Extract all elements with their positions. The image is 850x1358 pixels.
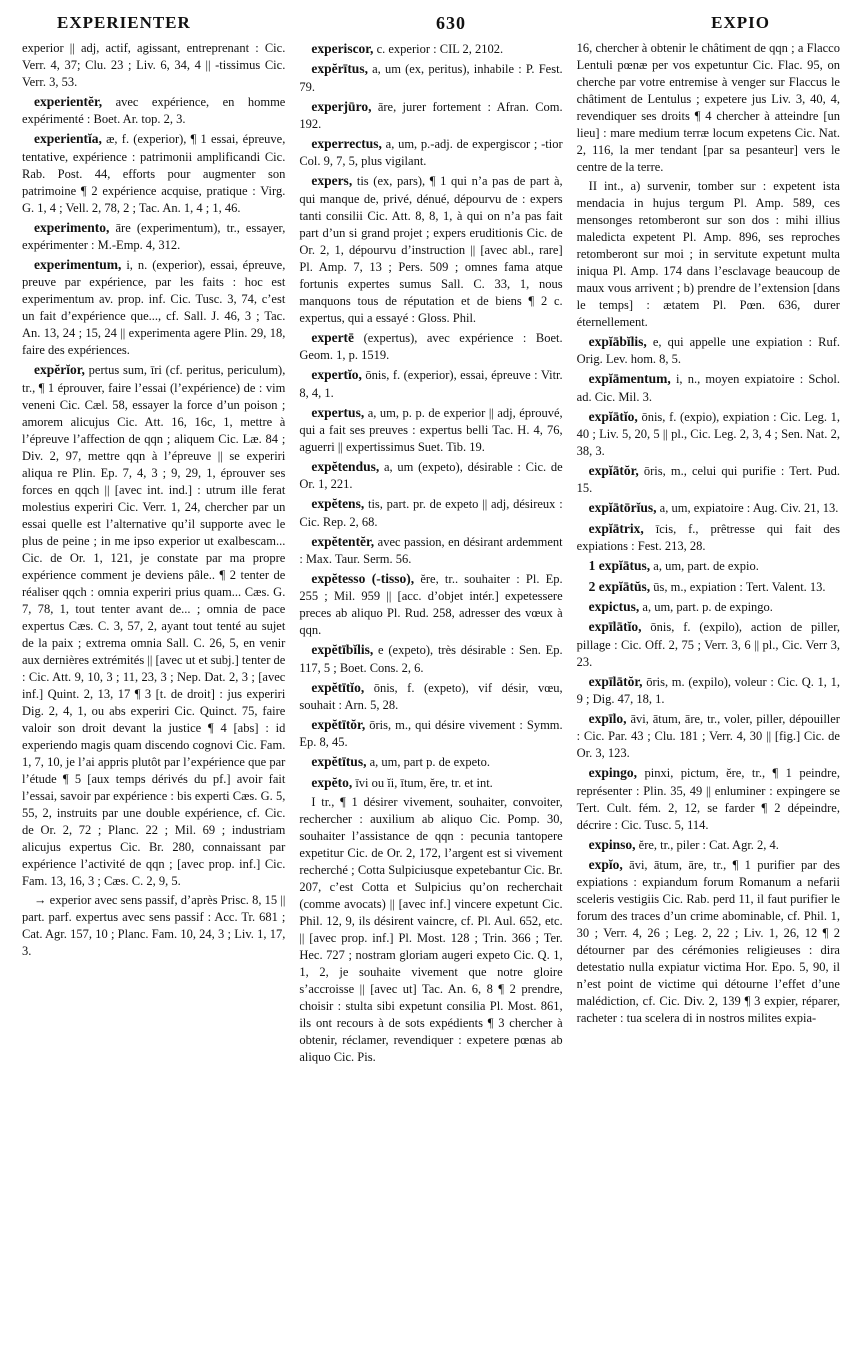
headword: experimentum, xyxy=(34,257,122,273)
entry-text: e (expeto), très désirable : Sen. Ep. 117, 5 ; Boet. Cons. 2, 6. xyxy=(299,643,563,675)
entry-text: I tr., ¶ 1 désirer vivement, souhaiter, convoiter, rechercher : auxilium ab aliquo Cic. Pomp. 30, souhaiter l’assistance de qqn : pecunia tantopere expetitur Cic. de Or. 2, 172, l’argent est si vivement recherché ; Cotta Sulpiciusque expetebantur Cic. Br. 207, c’est Cotta et Sulpicius qu’on recherchait (comme avocats) || [avec inf.] vincere expetunt Cic. Phil. 12, 9, ils désirent vaincre, cf. Pl. Aul. 652, etc. || [avec prop. inf.] Pl. Most. 128 ; Trin. 366 ; Ter. Hec. 727 ; nostram gloriam augeri expeto Cic. Q. 1, 1, 2, je souhaite vivement que notre gloire s’accroisse || [avec ut] Tac. An. 6, 8 ¶ 2 prendre, choisir : stulta sibi expetunt consilia Pl. Most. 861, ils ont recours à de sots expédients ¶ 3 chercher à obtenir, réclamer, revendiquer : expetere pœnas ab aliquo Cic. Pis. xyxy=(299,795,563,1065)
entry-text: īvi ou ĭi, ītum, ĕre, tr. et int. xyxy=(355,775,493,790)
dictionary-entry xyxy=(22,93,285,128)
entry-text: II int., a) survenir, tomber sur : expetent ista mendacia in hujus tergum Pl. Amp. 589, ces mensonges retomberont sur son dos : mihi illius maledicta expetent Pl. Amp. 896, ses reproches retomberont sur moi ; in servitute expetunt multa iniqua Pl. Amp. 174 dans l’esclavage beaucoup de maux vous arrivent ; b) prendre de l’extension [dans le temps] : ætatem Pl. Pœn. 636, durer éternellement. xyxy=(576,179,840,329)
entry-text: āvi, ātum, āre, tr., ¶ 1 purifier par des expiations : expiandum forum Romanum a nefarii sceleris vestigiis Cic. Rab. perd 11, il faut purifier le forum des traces d’un crime abominable, cf. Phil. 1, 30 ; Verr. 4, 26 ; Leg. 2, 22 ; Liv. 1, 26, 12 ¶ 2 détourner par des cérémonies religieuses : dira detestatio nulla expiatur victima Hor. Epo. 5, 90, il n’est point de victime qui détourne l’effet d’une malédiction, cf. Cic. Div. 2, 139 ¶ 3 expier, réparer, racheter : tua scelera di in nostros milites expia- xyxy=(576,858,840,1026)
dictionary-entry xyxy=(577,520,840,555)
entry-text: a, um (expeto), désirable : Cic. de Or. 1, 221. xyxy=(299,459,563,492)
dictionary-entry xyxy=(299,716,562,751)
column-2 xyxy=(299,40,562,1068)
headword: 1 expĭātus, xyxy=(588,558,651,574)
entry-text: ūs, m., expiation : Tert. Valent. 13. xyxy=(653,579,826,594)
entry-text: a, um, p. p. de experior || adj, éprouvé, qui a fait ses preuves : expertus belli Tac. H. 4, 76, aguerri || expertissimus Suet. Tib. 19. xyxy=(299,405,563,454)
entry-text: tis, part. pr. de expeto || adj, désireux : Cic. Rep. 2, 68. xyxy=(299,497,563,529)
page-header xyxy=(22,6,840,40)
entry-text: 16, chercher à obtenir le châtiment de qqn ; a Flacco Lentuli pœnæ per vos expetuntur Cic. Flac. 95, on cherche par votre entremise à venger sur Flaccus le châtiment de Lentulus ; expetere jus Liv. 3, 40, 4, revendiquer ses droits ¶ 4 chercher à atteindre [un lieu] : mare medium terræ locum expetens Cic. Nat. 2, 116, la mer tendant [par sa pesanteur] vers le centre de la terre. xyxy=(576,41,840,174)
entry-text: ōnis, f. (expio), expiation : Cic. Leg. 1, 40 ; Liv. 5, 20, 5 || pl., Cic. Leg. 2, 3, 4 ; Sen. Nat. 2, 38, 3. xyxy=(576,409,840,459)
headword: expĕtītus, xyxy=(311,754,367,770)
dictionary-entry xyxy=(299,172,562,326)
dictionary-entry xyxy=(299,641,562,676)
entry-text: ōris, m., celui qui purifie : Tert. Pud. 15. xyxy=(576,464,840,496)
dictionary-entry xyxy=(299,570,562,639)
headword: expīlātŏr, xyxy=(588,673,643,689)
headword: experrectus, xyxy=(311,136,382,152)
headword: expĕtītŏr, xyxy=(311,717,366,733)
headword: expīlātĭo, xyxy=(588,619,642,635)
dictionary-entry xyxy=(22,130,285,216)
dictionary-entry xyxy=(299,60,562,95)
dictionary-entry xyxy=(299,753,562,771)
headword: expĭātĭo, xyxy=(588,408,638,424)
headword: experiscor, xyxy=(311,41,374,56)
dictionary-entry xyxy=(22,219,285,254)
dictionary-entry xyxy=(577,598,840,616)
dictionary-entry xyxy=(22,361,285,889)
entry-text: a, um, p.-adj. de expergiscor ; -tior Col. 9, 7, 5, plus vigilant. xyxy=(299,137,563,169)
entry-text: avec passion, en désirant ardemment : Max. Taur. Serm. 56. xyxy=(299,534,563,566)
entry-text: tis (ex, pars), ¶ 1 qui n’a pas de part à, qui manque de, privé, dénué, dépourvu de : expers tanti consilii Cic. Att. 8, 8, 1, à qui on n’a pas fait part d’un si grand projet ; expers eruditionis Cic. de Or. 2, 1, dépourvu d’instruction || [avec abl., rare] Pl. Amp. 7, 13 ; Pers. 509 ; omnes fama atque fortunis expertes sumus Sall. C. 33, 1, nous manquons tous de réputation et de biens ¶ 2 c. expertus, qui a essayé : Gloss. Phil. xyxy=(299,174,563,325)
entry-text: ōnis, f. (expilo), action de piller, pillage : Cic. Off. 2, 75 ; Verr. 3, 6 || pl., Cic. Verr 3, 23. xyxy=(576,620,840,669)
entry-text: pinxi, pictum, ĕre, tr., ¶ 1 peindre, représenter : Plin. 35, 49 || enluminer : expingere se Tert. Cult. fém. 2, 12, se farder ¶ 2 dépeindre, décrire : Cic. Tusc. 5, 114. xyxy=(576,766,840,832)
headword: expingo, xyxy=(588,765,638,781)
entry-text: āre, jurer fortement : Afran. Com. 192. xyxy=(299,99,563,132)
dictionary-entry xyxy=(577,710,840,762)
dictionary-entry xyxy=(577,178,840,331)
entry-text: (expertus), avec expérience : Boet. Geom. 1, p. 1519. xyxy=(299,330,563,363)
dictionary-entry xyxy=(577,333,840,368)
headword: expĭātŏr, xyxy=(588,463,639,479)
headword: expertĭo, xyxy=(311,367,362,383)
entry-text: avec expérience, en homme expérimenté : Boet. Ar. top. 2, 3. xyxy=(22,95,286,127)
headword: expĕto, xyxy=(311,774,353,790)
dictionary-entry xyxy=(577,856,840,1027)
headword: experjūro, xyxy=(311,98,372,114)
dictionary-entry xyxy=(299,329,562,364)
entry-text: a, um, expiatoire : Aug. Civ. 21, 13. xyxy=(659,501,839,516)
headword: experimento, xyxy=(34,219,110,235)
entry-text: a, um, part. p. de expingo. xyxy=(642,599,773,614)
headword: experientĕr, xyxy=(34,94,103,109)
headword: expĭābĭlis, xyxy=(588,334,647,349)
dictionary-entry xyxy=(299,533,562,568)
dictionary-entry xyxy=(299,40,562,58)
dictionary-entry xyxy=(577,462,840,497)
entry-text: ōris, m. (expilo), voleur : Cic. Q. 1, 1, 9 ; Dig. 47, 18, 1. xyxy=(576,674,840,706)
entry-text: a, um, part. de expio. xyxy=(653,559,759,574)
dictionary-entry xyxy=(577,557,840,575)
headword: expĕtentĕr, xyxy=(311,533,375,549)
entry-text: āre (experimentum), tr., essayer, expérimenter : M.-Emp. 4, 312. xyxy=(22,220,286,253)
headword: expers, xyxy=(311,173,353,189)
dictionary-entry xyxy=(577,578,840,596)
headword: expĭātrix, xyxy=(588,520,644,536)
entry-text: ōnis, f. (experior), essai, épreuve : Vitr. 8, 4, 1. xyxy=(299,368,563,400)
entry-text: c. experior : CIL 2, 2102. xyxy=(376,42,504,56)
entry-text: → experior avec sens passif, d’après Prisc. 8, 15 || part. parf. expertus avec sens passif : Acc. Tr. 681 ; Cat. Agr. 157, 10 ; Planc. Fam. 10, 24, 3 ; Liv. 1, 17, 3. xyxy=(22,892,286,958)
column-1 xyxy=(22,40,285,1068)
headword: expictus, xyxy=(588,598,640,614)
entry-text: ōris, m., qui désire vivement : Symm. Ep. 8, 45. xyxy=(299,718,563,750)
page-number: 630 xyxy=(435,12,466,33)
header-right-guide-word: EXPIO xyxy=(711,13,770,32)
dictionary-entry xyxy=(299,404,562,456)
headword: expĕtens, xyxy=(311,496,365,512)
entry-text: pertus sum, īri (cf. peritus, periculum), tr., ¶ 1 éprouver, faire l’essai (l’expérience) de : vim veneni Cic. Cæl. 58, essayer la force d’un poison ; amorem alicujus Cic. Att. 16, 16c, 1, mettre à l’épreuve l’affection de qqn ; aliquem Cic. Læ. 84 ; Div. 2, 97, mettre qqn à l’épreuve || se experiri aliqua re Plin. Ep. 7, 4, 3 ; 9, 29, 1, éprouver ses forces en qqch || [avec int. ind.] : utrum ille ferat molestius experiri Cic. Verr. 1, 24, chercher par un essai quelle est l’alternative qu’il supporte avec le plus de peine ; in me ipso experior ut exalbescam... Cic. de Or. 1, 121, je constate par ma propre expérience comment je deviens pâle.. ¶ 2 tenter de réaliser qqch : omnia experiri prius quam... Cæs. G. 7, 78, 1, tout tenter avant de... ; omnia de pace expertus Cæs. C. 3, 57, 2, ayant tout tenté au sujet de la paix ; extrema omnia Sall. C. 26, 5, en venir aux dernières extrémités || [avec ut et subj.] tenter de : Cic. Att. 9, 10, 3 ; 11, 23, 3 ; Nep. Dat. 2, 3 ; [avec inf.] Quint. 2, 13, 17 ¶ 3 [t. de droit] : jus experiri Dig. 2, 4, 1, ou abs experiri Cic. Quinct. 75, faire valoir son droit devant la justice ¶ 4 [abs] : id experiendo magis quam discendo cognovi Cic. Fam. 1, 7, 10, je l’ai appris plutôt par l’expérience que par l’étude ¶ 5 [aux temps dérivés du pf.] avoir fait l’essai, savoir par expérience : bis experti Cæs. G. 5, 55, 2, instruits par une double expérience, cf. Cic. de Or. 2, 72 ; Planc. 22 ; Mil. 69 ; industriam alicujus expertus Cic. Br. 280, connaissant par expérience l’activité de qqn ; [avec prop. inf.] Cic. Fam. 13, 16, 3 ; Cæs. C. 2, 9, 5. xyxy=(22,363,286,888)
dictionary-entry xyxy=(22,40,285,91)
headword: expĭo, xyxy=(588,857,623,873)
entry-text: āvi, ātum, āre, tr., voler, piller, dépouiller : Cic. Par. 43 ; Clu. 181 ; Verr. 4, 30 || [fig.] Cic. de Or. 3, 123. xyxy=(576,711,840,761)
dictionary-entry xyxy=(577,499,840,517)
headword: expĭātōrĭus, xyxy=(588,500,657,516)
entry-text: i, n. (experior), essai, épreuve, preuve par expérience, par les faits : hoc est experimentum av. prop. inf. Cic. Tusc. 3, 74, c’est un fait d’expérience que..., cf. Sall. J. 46, 3 ; Tac. An. 13, 24 ; 15, 24 || experimenta agere Plin. 29, 18, faire des expériences. xyxy=(22,258,286,358)
entry-text: e, qui appelle une expiation : Ruf. Orig. Lev. hom. 8, 5. xyxy=(576,335,840,367)
headword: expĕrĭor, xyxy=(34,362,85,378)
dictionary-entry xyxy=(299,679,562,714)
dictionary-entry xyxy=(299,774,562,792)
dictionary-entry xyxy=(299,794,562,1066)
dictionary-entry xyxy=(577,764,840,833)
dictionary-entry xyxy=(577,40,840,176)
headword: experientĭa, xyxy=(34,131,102,147)
dictionary-entry xyxy=(299,135,562,170)
header-left-guide-word: EXPERIENTER xyxy=(57,13,191,32)
headword: expĕtesso (-tisso), xyxy=(311,570,415,586)
entry-text: æ, f. (experior), ¶ 1 essai, épreuve, tentative, expérience : patrimonii amplificandi Cic. Rab. Post. 44, efforts pour augmenter son patrimoine ¶ 2 expérience acquise, pratique : Virg. G. 1, 4 ; Vell. 2, 78, 2 ; Tac. An. 1, 4 ; 1, 46. xyxy=(22,132,286,215)
headword: expĕtībĭlis, xyxy=(311,642,374,658)
entry-text: experior || adj, actif, agissant, entreprenant : Cic. Verr. 4, 37; Clu. 23 ; Liv. 6, 34, 4 || -tissimus Cic. Verr. 3, 53. xyxy=(22,41,286,89)
entry-text: īcis, f., prêtresse qui fait des expiations : Fest. 213, 28. xyxy=(576,521,840,554)
headword: expertus, xyxy=(311,404,365,420)
headword: 2 expĭātŭs, xyxy=(588,578,651,594)
dictionary-entry xyxy=(577,370,840,405)
entry-text: ĕre, tr.. souhaiter : Pl. Ep. 255 ; Mil. 959 || [acc. d’objet intér.] expetessere preces ab aliquo Pl. Rud. 258, adresser des vœux à qqn. xyxy=(299,571,563,638)
headword: expīlo, xyxy=(588,710,627,726)
entry-text: ĕre, tr., piler : Cat. Agr. 2, 4. xyxy=(638,837,779,852)
entry-text: a, um (ex, peritus), inhabile : P. Fest. 79. xyxy=(299,62,563,94)
entry-text: a, um, part p. de expeto. xyxy=(369,755,491,770)
dictionary-entry xyxy=(299,495,562,530)
dictionary-entry xyxy=(299,98,562,133)
headword: expertē xyxy=(311,329,355,345)
entry-text: i, n., moyen expiatoire : Schol. ad. Cic. Mil. 3. xyxy=(576,372,840,404)
dictionary-entry xyxy=(577,836,840,854)
headword: expĭāmentum, xyxy=(588,371,671,387)
headword: expĕrītus, xyxy=(311,61,368,77)
column-3 xyxy=(577,40,840,1068)
dictionary-entry xyxy=(299,366,562,401)
entry-text: ōnis, f. (expeto), vif désir, vœu, souhait : Arn. 5, 28. xyxy=(299,680,563,713)
columns xyxy=(22,40,840,1068)
dictionary-entry xyxy=(577,408,840,460)
dictionary-entry xyxy=(577,618,840,670)
headword: expĕtendus, xyxy=(311,458,380,474)
dictionary-entry xyxy=(22,892,285,960)
headword: expĕtītĭo, xyxy=(311,679,365,695)
headword: expinso, xyxy=(588,836,636,852)
dictionary-entry xyxy=(577,673,840,708)
dictionary-entry xyxy=(299,458,562,493)
dictionary-entry xyxy=(22,256,285,359)
